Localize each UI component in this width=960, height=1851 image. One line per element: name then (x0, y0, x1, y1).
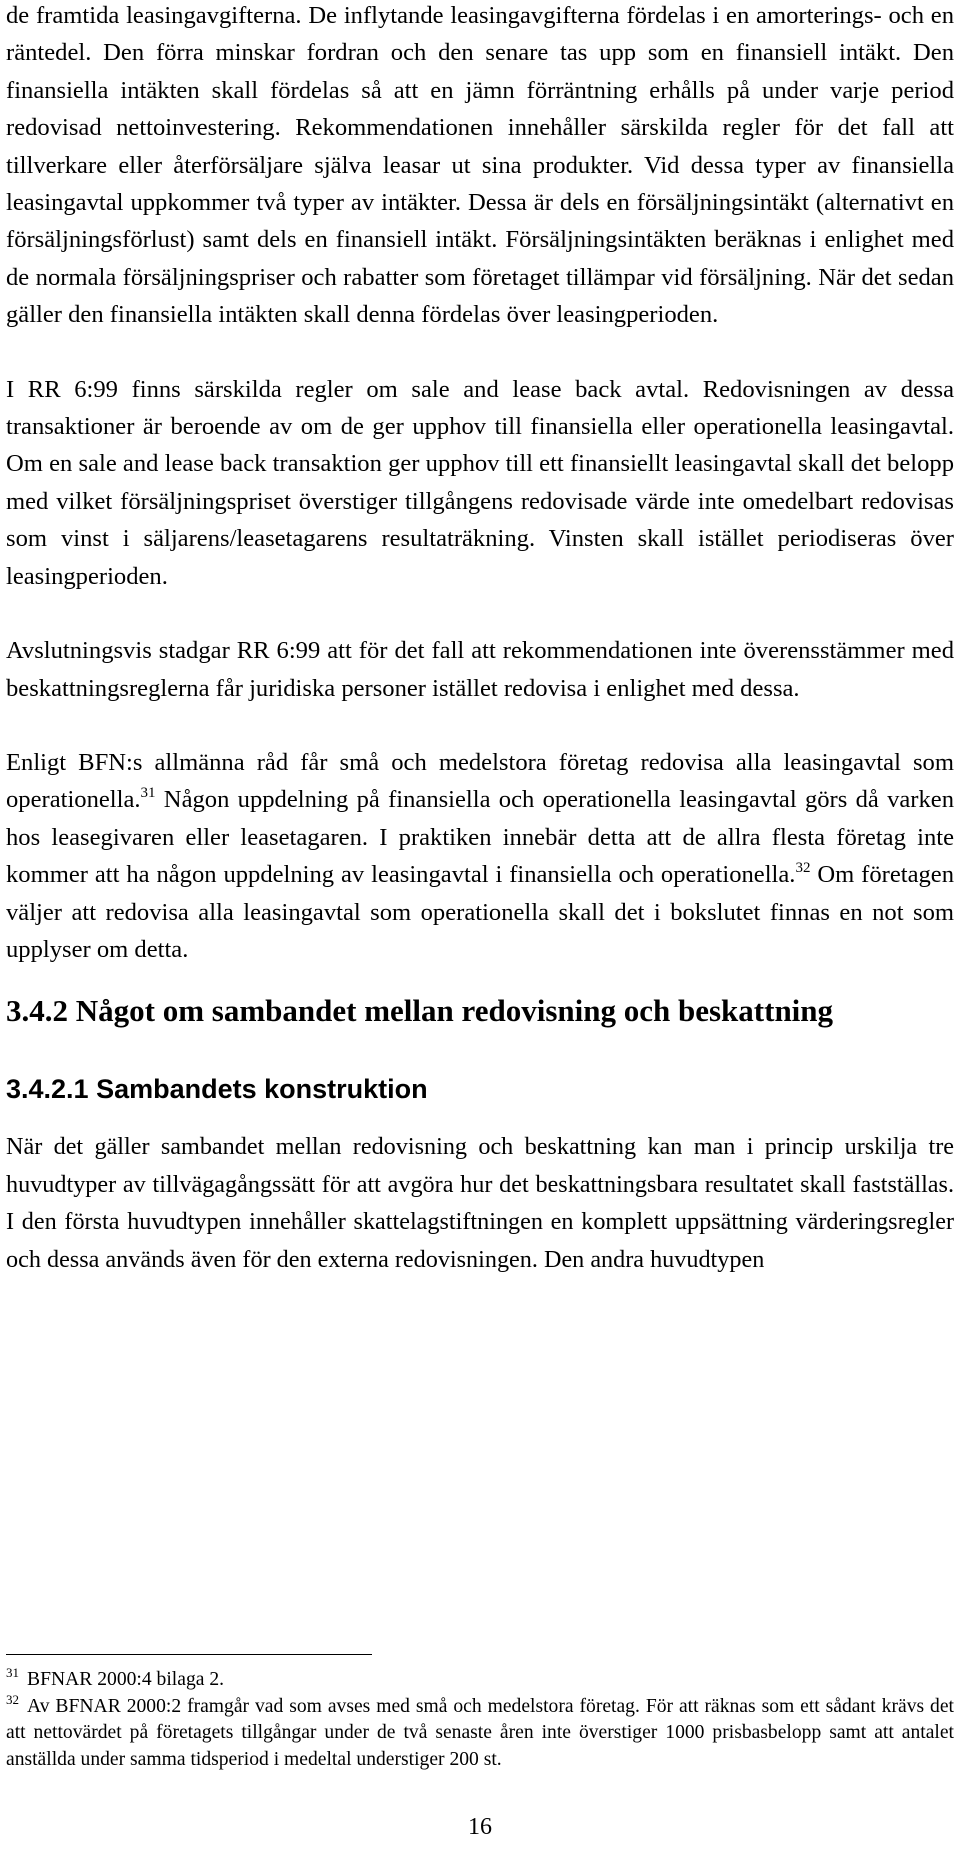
paragraph-text-part: Enligt BFN:s allmänna råd får små och medelstora företag redovisa alla leasingavtal som operationella. (6, 748, 954, 814)
footnote-number: 32 (6, 1691, 19, 1707)
footnote-text: Av BFNAR 2000:2 framgår vad som avses med små och medelstora företag. För att räknas som ett sådant krävs det att nettovärdet på företagets tillgångar under de två senaste åren inte överstiger 1000 prisbasbelopp samt att antalet anställda under samma tidsperiod i medeltal understiger 200 st. (6, 1695, 954, 1770)
footnote-text: BFNAR 2000:4 bilaga 2. (27, 1669, 225, 1690)
body-text (6, 0, 954, 1278)
paragraph-sambandet: När det gäller sambandet mellan redovisning och beskattning kan man i princip urskilja tre huvudtyper av tillvägagångssätt för att avgöra hur det beskattningsbara resultatet skall fastställas. I den första huvudtypen innehåller skattelagstiftningen en komplett uppsättning värderingsregler och dessa används även för den externa redovisningen. Den andra huvudtypen (6, 1133, 954, 1273)
paragraph-rr-6-99-conclusion: Avslutningsvis stadgar RR 6:99 att för det fall att rekommendationen inte överensstämmer med beskattningsreglerna får juridiska personer istället redovisa i enlighet med dessa. (6, 637, 954, 702)
footnotes (6, 1667, 954, 1773)
footnote-32 (6, 1691, 954, 1774)
paragraph-leasing-income: de framtida leasingavgifterna. De inflytande leasingavgifterna fördelas i en amorterings- och en räntedel. Den förra minskar fordran och den senare tas upp som en finansiell intäkt. Den finansiella intäkten skall fördelas så att en jämn förräntning erhålls på under varje period redovisad nettoinvestering. Rekommendationen innehåller särskilda regler för det fall att tillverkare eller återförsäljare själva leasar ut sina produkter. Vid dessa typer av finansiella leasingavtal uppkommer två typer av intäkter. Dessa är dels en försäljningsintäkt (alternativt en försäljningsförlust) samt dels en finansiell intäkt. Försäljningsintäkten beräknas i enlighet med de normala försäljningspriser och rabatter som företaget tillämpar vid försäljning. När det sedan gäller den finansiella intäkten skall denna fördelas över leasingperioden. (6, 2, 954, 329)
subsection-heading-3-4-2-1: 3.4.2.1 Sambandets konstruktion (6, 1074, 428, 1105)
paragraph-text-part: Om företagen väljer att redovisa alla leasingavtal som operationella skall det i bokslutet finnas en not som upplyser om detta. (6, 861, 955, 963)
footnote-reference-31[interactable]: 31 (140, 785, 156, 802)
footnote-reference-32[interactable]: 32 (795, 860, 811, 877)
paragraph-bfn-general-advice (6, 744, 954, 968)
footnote-31 (6, 1667, 954, 1694)
paragraph-sale-and-lease-back: I RR 6:99 finns särskilda regler om sale and lease back avtal. Redovisningen av dessa transaktioner är beroende av om de ger upphov till finansiella eller operationella leasingavtal. Om en sale and lease back transaktion ger upphov till ett finansiellt leasingavtal skall det belopp med vilket försäljningspriset överstiger tillgångens redovisade värde inte omedelbart redovisas som vinst i säljarens/leasetagarens resultaträkning. Vinsten skall istället periodiseras över leasingperioden. (6, 375, 954, 590)
paragraph-text-part: Någon uppdelning på finansiella och operationella leasingavtal görs då varken hos leasegivaren eller leasetagaren. I praktiken innebär detta att de allra flesta företag inte kommer att ha någon uppdelning av leasingavtal i finansiella och operationella. (6, 786, 954, 889)
section-heading-3-4-2: 3.4.2 Något om sambandet mellan redovisning och beskattning (6, 993, 834, 1029)
footnote-number: 31 (6, 1665, 19, 1680)
page-number: 16 (468, 1814, 492, 1840)
footnote-separator (6, 1654, 372, 1655)
